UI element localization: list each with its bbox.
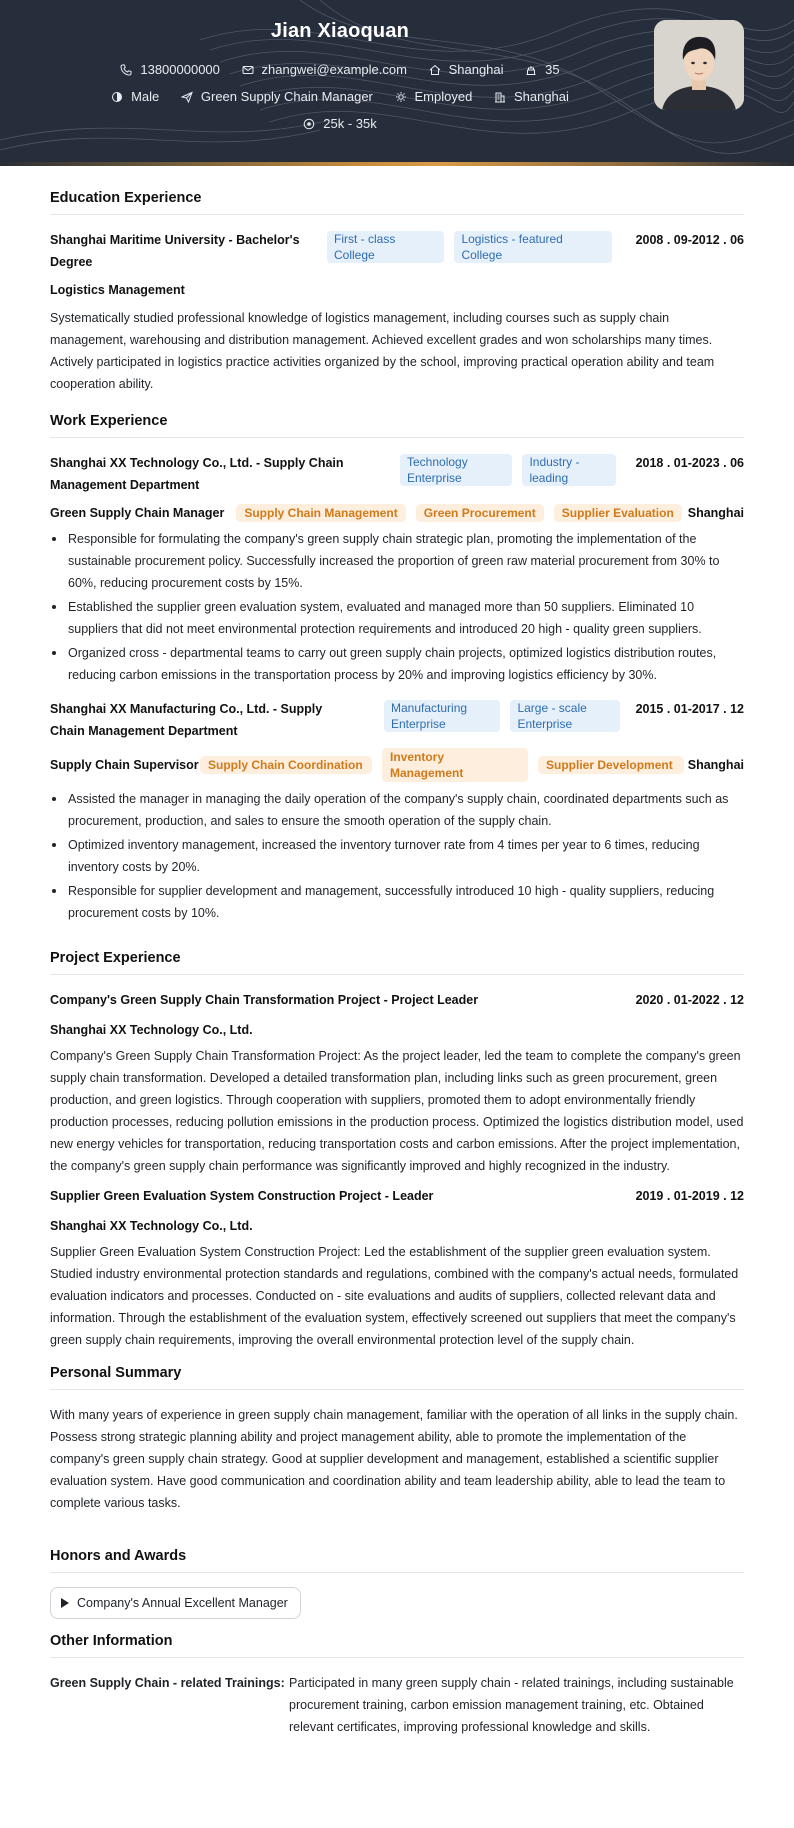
skill-tag: Inventory Management	[382, 748, 528, 782]
salary-row	[0, 116, 680, 133]
age-icon	[525, 64, 537, 76]
project-company: Shanghai XX Technology Co., Ltd.	[50, 1219, 253, 1233]
salary-item	[303, 116, 376, 131]
contact-row	[0, 62, 680, 79]
position-item	[181, 89, 373, 104]
project-entry-head	[50, 1185, 744, 1207]
project-entry	[50, 1185, 744, 1351]
work-entry-head	[50, 698, 744, 742]
work-date: 2018 . 01-2023 . 06	[635, 456, 744, 470]
school-tag: Logistics - featured College	[454, 231, 612, 263]
work-entry	[50, 452, 744, 686]
company-tag: Large - scale Enterprise	[510, 700, 620, 732]
phone-icon	[120, 64, 132, 76]
status-text: Employed	[414, 89, 473, 104]
responsibility-item: Responsible for supplier development and management, successfully introduced 10 high - quality suppliers, reducing procurement costs by 10%.	[50, 880, 744, 924]
age-text: 35	[545, 62, 560, 77]
summary-section	[50, 1351, 744, 1514]
avatar	[654, 20, 744, 110]
education-major: Logistics Management	[50, 283, 185, 297]
home-icon	[429, 64, 441, 76]
salary-icon	[303, 118, 315, 130]
role-title: Green Supply Chain Manager	[50, 506, 225, 520]
building-icon	[494, 91, 506, 103]
responsibility-item: Organized cross - departmental teams to carry out green supply chain projects, optimized logistics distribution routes, reducing carbon emissions in the transportation process by 20% and improving logistics efficiency by 30%.	[50, 642, 744, 686]
mail-icon	[242, 64, 254, 76]
company-tag: Industry - leading	[522, 454, 616, 486]
location-text: Shanghai	[448, 62, 504, 77]
education-title: Education Experience	[50, 190, 744, 215]
responsibility-item: Optimized inventory management, increased the inventory turnover rate from 4 times per year to 6 times, reducing inventory costs by 20%.	[50, 834, 744, 878]
phone-item	[120, 62, 220, 77]
education-section	[50, 166, 744, 395]
expand-triangle-icon	[61, 1598, 69, 1608]
school-name: Shanghai Maritime University - Bachelor's Degree	[50, 233, 300, 269]
project-entry-head	[50, 989, 744, 1011]
responsibility-list	[50, 528, 744, 686]
project-description: Supplier Green Evaluation System Construction Project: Led the establishment of the supplier green evaluation system. Studied industry environmental protection standards and regulations, combined with the company's actual needs, formulated evaluation indicators and processes. Conducted on - site evaluations and audits of suppliers, collected relevant data and information. Through the establishment of the evaluation system, effectively screened out suppliers that meet the company's green supply chain requirements, improving the overall environmental protection level of the supply chain.	[50, 1245, 739, 1347]
email-text: zhangwei@example.com	[261, 62, 407, 77]
responsibility-item: Assisted the manager in managing the daily operation of the company's supply chain, coordinated departments such as procurement, production, and sales to ensure the smooth operation of the supply chain.	[50, 788, 744, 832]
award-text: Company's Annual Excellent Manager	[77, 1596, 288, 1610]
project-description: Company's Green Supply Chain Transformation Project: As the project leader, led the team to complete the company's green supply chain transformation. Developed a detailed transformation plan, including links such as green procurement, green production, and green logistics. Through cooperation with suppliers, promoted them to adopt environmentally friendly production processes, reducing pollution emissions in the production process. Optimized the logistics distribution model, used new energy vehicles for transportation, reducing transportation costs and carbon emissions. After the project implementation, the company's green supply chain performance was significantly improved and highly recognized in the industry.	[50, 1049, 744, 1173]
email-item	[242, 62, 407, 77]
city-item	[494, 89, 569, 104]
candidate-name: Jian Xiaoquan	[270, 20, 410, 42]
project-title: Project Experience	[50, 950, 744, 975]
role-city: Shanghai	[687, 758, 744, 772]
other-section	[50, 1619, 744, 1738]
project-entry	[50, 989, 744, 1177]
skill-tag: Green Procurement	[416, 504, 544, 522]
company-tags	[384, 698, 620, 732]
project-section	[50, 926, 744, 1351]
company-name: Shanghai XX Technology Co., Ltd. - Supply Chain Management Department	[50, 456, 344, 492]
skill-tag: Supplier Evaluation	[554, 504, 682, 522]
responsibility-item: Established the supplier green evaluation system, evaluated and managed more than 50 suppliers. Eliminated 10 suppliers that did not meet environmental protection requirements and introduced 20 high - quality green suppliers.	[50, 596, 744, 640]
role-row	[50, 502, 744, 524]
age-item	[525, 62, 559, 77]
honors-section	[50, 1514, 744, 1619]
responsibility-list	[50, 788, 744, 924]
profile-row	[0, 89, 680, 106]
project-date: 2020 . 01-2022 . 12	[635, 993, 744, 1007]
resume-header	[0, 0, 794, 166]
project-date: 2019 . 01-2019 . 12	[635, 1189, 744, 1203]
phone-text: 13800000000	[140, 62, 220, 77]
role-city: Shanghai	[687, 506, 744, 520]
work-date: 2015 . 01-2017 . 12	[635, 702, 744, 716]
work-entry	[50, 698, 744, 924]
other-title: Other Information	[50, 1633, 744, 1658]
project-name: Supplier Green Evaluation System Construction Project - Leader	[50, 1189, 434, 1203]
company-name: Shanghai XX Manufacturing Co., Ltd. - Supply Chain Management Department	[50, 702, 323, 738]
other-value: Participated in many green supply chain - related trainings, including sustainable procurement training, carbon emission management training, etc. Obtained relevant certificates, improving professional knowledge and skills.	[289, 1676, 734, 1734]
school-tag: First - class College	[327, 231, 444, 263]
resume-body	[0, 166, 794, 1738]
project-company: Shanghai XX Technology Co., Ltd.	[50, 1023, 253, 1037]
gender-icon	[111, 91, 123, 103]
status-icon	[395, 91, 407, 103]
salary-text: 25k - 35k	[323, 116, 377, 131]
company-tag: Manufacturing Enterprise	[384, 700, 500, 732]
position-text: Green Supply Chain Manager	[200, 89, 373, 104]
company-tags	[400, 452, 616, 486]
summary-text: With many years of experience in green supply chain management, familiar with the operation of all links in the supply chain. Possess strong strategic planning ability and project management ability, able to promote the implementation of the company's green supply chain strategy. Good at supplier development and management, established a scientific supplier evaluation system. Have good communication and coordination ability and team leadership ability, able to lead the team to complete various tasks.	[50, 1408, 738, 1510]
skill-tag: Supply Chain Management	[236, 504, 405, 522]
role-row	[50, 748, 744, 782]
education-entry-head	[50, 229, 744, 273]
education-description: Systematically studied professional knowledge of logistics management, including courses such as supply chain management, warehousing and distribution management. Achieved excellent grades and won scholarships many times. Actively participated in logistics practice activities organized by the school, improving practical operation ability and team cooperation ability.	[50, 311, 715, 391]
gender-text: Male	[131, 89, 160, 104]
other-label: Green Supply Chain - related Trainings:	[50, 1676, 285, 1690]
gender-item	[111, 89, 159, 104]
responsibility-item: Responsible for formulating the company's green supply chain strategic plan, promoting the implementation of the sustainable procurement policy. Successfully increased the proportion of green raw material procurement from 30% to 60%, reducing procurement costs by 15%.	[50, 528, 744, 594]
summary-title: Personal Summary	[50, 1365, 744, 1390]
send-icon	[181, 91, 193, 103]
work-entry-head	[50, 452, 744, 496]
work-section	[50, 395, 744, 924]
status-item	[395, 89, 473, 104]
avatar-portrait	[654, 20, 744, 110]
honors-title: Honors and Awards	[50, 1548, 744, 1573]
other-row	[50, 1672, 744, 1738]
role-title: Supply Chain Supervisor	[50, 758, 199, 772]
project-name: Company's Green Supply Chain Transformation Project - Project Leader	[50, 993, 479, 1007]
city-text: Shanghai	[513, 89, 569, 104]
school-tags	[327, 229, 612, 263]
work-title: Work Experience	[50, 413, 744, 438]
location-item	[429, 62, 504, 77]
skill-tag: Supply Chain Coordination	[200, 756, 372, 774]
company-tag: Technology Enterprise	[400, 454, 512, 486]
education-date: 2008 . 09-2012 . 06	[635, 233, 744, 247]
skill-tag: Supplier Development	[538, 756, 684, 774]
award-item[interactable]	[50, 1587, 301, 1619]
